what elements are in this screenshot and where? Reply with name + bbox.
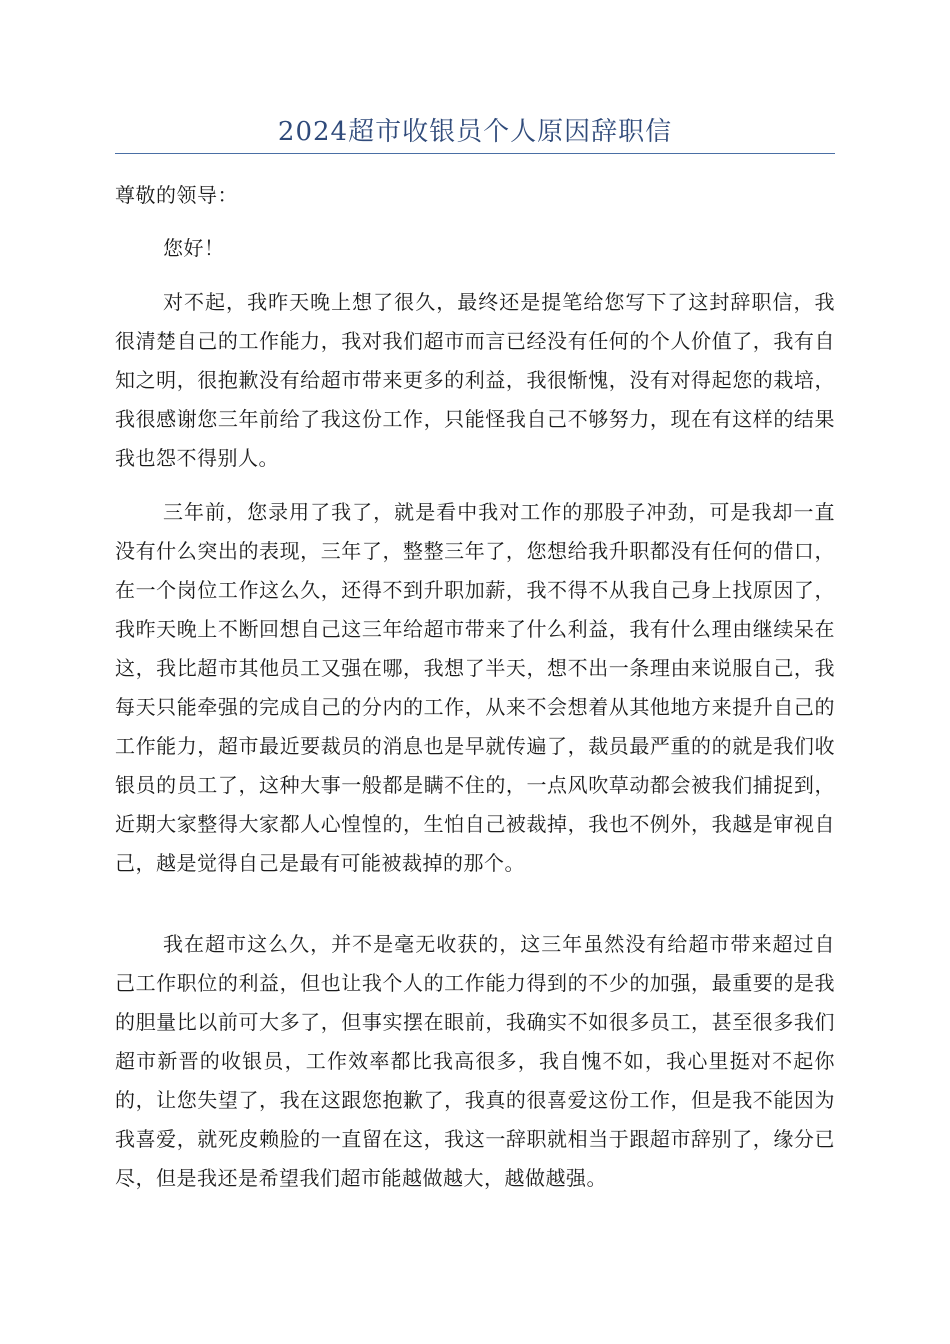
paragraph-2: 三年前，您录用了我了，就是看中我对工作的那股子冲劲，可是我却一直没有什么突出的表现，三年了，整整三年了，您想给我升职都没有任何的借口，在一个岗位工作这么久，还得不到升职加薪，我不得不从我自己身上找原因了，我昨天晚上不断回想自己这三年给超市带来了什么利益，我有什么理由继续呆在这，我比超市其他员工又强在哪，我想了半天，想不出一条理由来说服自己，我每天只能牵强的完成自己的分内的工作，从来不会想着从其他地方来提升自己的工作能力，超市最近要裁员的消息也是早就传遍了，裁员最严重的的就是我们收银员的员工了，这种大事一般都是瞒不住的，一点风吹草动都会被我们捕捉到，近期大家整得大家都人心惶惶的，生怕自己被裁掉，我也不例外，我越是审视自己，越是觉得自己是最有可能被裁掉的那个。 [115,500,835,875]
paragraph-1: 对不起，我昨天晚上想了很久，最终还是提笔给您写下了这封辞职信，我很清楚自己的工作能力，我对我们超市而言已经没有任何的个人价值了，我有自知之明，很抱歉没有给超市带来更多的利益，我很惭愧，没有对得起您的栽培，我很感谢您三年前给了我这份工作，只能怪我自己不够努力，现在有这样的结果我也怨不得别人。 [115,290,835,470]
document-title: 2024超市收银员个人原因辞职信 [277,117,673,147]
salutation: 尊敬的领导： [115,183,238,207]
opening-greeting: 您好！ [163,236,225,260]
paragraph-3: 我在超市这么久，并不是毫无收获的，这三年虽然没有给超市带来超过自己工作职位的利益，但也让我个人的工作能力得到的不少的加强，最重要的是我的胆量比以前可大多了，但事实摆在眼前，我确实不如很多员工，甚至很多我们超市新晋的收银员，工作效率都比我高很多，我自愧不如，我心里挺对不起你的，让您失望了，我在这跟您抱歉了，我真的很喜爱这份工作，但是我不能因为我喜爱，就死皮赖脸的一直留在这，我这一辞职就相当于跟超市辞别了，缘分已尽，但是我还是希望我们超市能越做越大，越做越强。 [115,932,835,1190]
title-underline [115,153,835,154]
